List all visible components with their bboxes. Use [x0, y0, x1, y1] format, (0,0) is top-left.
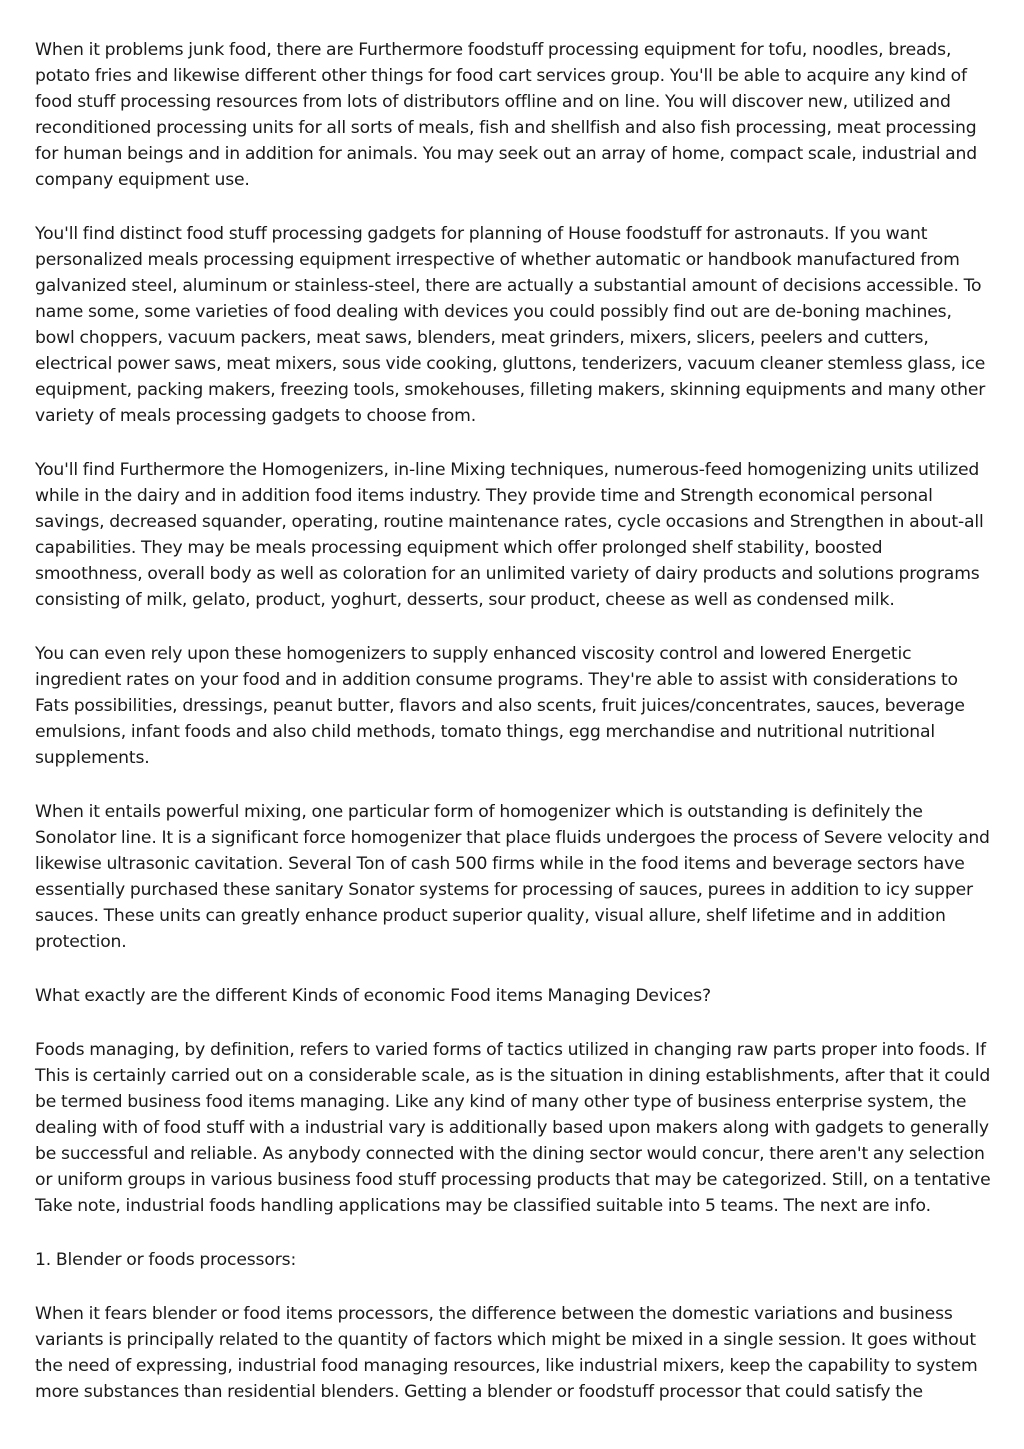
- section-question: What exactly are the different Kinds of economic Food items Managing Devices?: [35, 986, 711, 1006]
- document-body: [35, 37, 993, 1433]
- paragraph-4: You can even rely upon these homogenizers to supply enhanced viscosity control and lowered Energetic ingredient rates on your food and in addition consume programs. They're able to assist with considerations to Fats possibilities, dressings, peanut butter, flavors and also scents, fruit juices/concentrates, sauces, beverage emulsions, infant foods and also child methods, tomato things, egg merchandise and nutritional nutritional supplements.: [35, 644, 965, 768]
- paragraph-6: Foods managing, by definition, refers to varied forms of tactics utilized in changing raw parts proper into foods. If This is certainly carried out on a considerable scale, as is the situation in dining establishments, after that it could be termed business food items managing. Like any kind of many other type of business enterprise system, the dealing with of food stuff with a industrial vary is additionally based upon makers along with gadgets to generally be successful and reliable. As anybody connected with the dining sector would concur, there aren't any selection or uniform groups in various business food stuff processing products that may be categorized. Still, on a tentative Take note, industrial foods handling applications may be classified suitable into 5 teams. The next are info.: [35, 1040, 991, 1216]
- paragraph-7: When it fears blender or food items processors, the difference between the domestic variations and business variants is principally related to the quantity of factors which might be mixed in a single session. It goes without the need of expressing, industrial food managing resources, like industrial mixers, keep the capability to system more substances than residential blenders. Getting a blender or foodstuff processor that could satisfy the: [35, 1304, 978, 1402]
- paragraph-2: You'll find distinct food stuff processing gadgets for planning of House foodstuff for astronauts. If you want personalized meals processing equipment irrespective of whether automatic or handbook manufactured from galvanized steel, aluminum or stainless-steel, there are actually a substantial amount of decisions accessible. To name some, some varieties of food dealing with devices you could possibly find out are de-boning machines, bowl choppers, vacuum packers, meat saws, blenders, meat grinders, mixers, slicers, peelers and cutters, electrical power saws, meat mixers, sous vide cooking, gluttons, tenderizers, vacuum cleaner stemless glass, ice equipment, packing makers, freezing tools, smokehouses, filleting makers, skinning equipments and many other variety of meals processing gadgets to choose from.: [35, 224, 986, 426]
- paragraph-3: You'll find Furthermore the Homogenizers, in-line Mixing techniques, numerous-feed homogenizing units utilized while in the dairy and in addition food items industry. They provide time and Strength economical personal savings, decreased squander, operating, routine maintenance rates, cycle occasions and Strengthen in about-all capabilities. They may be meals processing equipment which offer prolonged shelf stability, boosted smoothness, overall body as well as coloration for an unlimited variety of dairy products and solutions programs consisting of milk, gelato, product, yoghurt, desserts, sour product, cheese as well as condensed milk.: [35, 460, 984, 610]
- paragraph-5: When it entails powerful mixing, one particular form of homogenizer which is outstanding is definitely the Sonolator line. It is a significant force homogenizer that place fluids undergoes the process of Severe velocity and likewise ultrasonic cavitation. Several Ton of cash 500 firms while in the food items and beverage sectors have essentially purchased these sanitary Sonator systems for processing of sauces, purees in addition to icy supper sauces. These units can greatly enhance product superior quality, visual allure, shelf lifetime and in addition protection.: [35, 802, 990, 952]
- paragraph-1: When it problems junk food, there are Furthermore foodstuff processing equipment for tofu, noodles, breads, potato fries and likewise different other things for food cart services group. You'll be able to acquire any kind of food stuff processing resources from lots of distributors offline and on line. You will discover new, utilized and reconditioned processing units for all sorts of meals, fish and shellfish and also fish processing, meat processing for human beings and in addition for animals. You may seek out an array of home, compact scale, industrial and company equipment use.: [35, 40, 978, 190]
- list-heading-1: 1. Blender or foods processors:: [35, 1250, 297, 1270]
